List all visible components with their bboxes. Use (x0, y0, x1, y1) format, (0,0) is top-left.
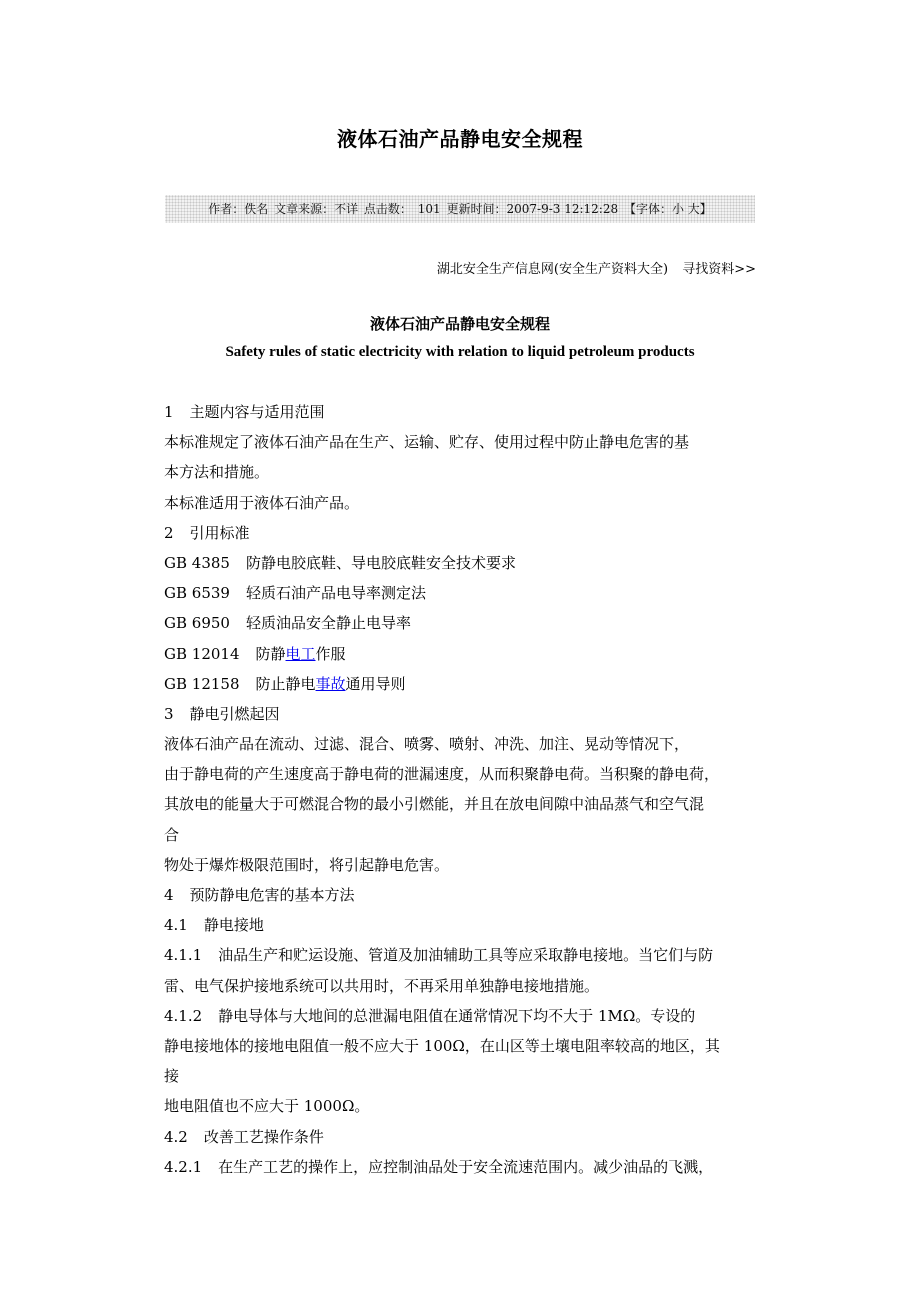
section-heading: 3 静电引燃起因 (164, 704, 280, 723)
document-title-en: Safety rules of static electricity with relation to liquid petroleum products (225, 344, 695, 360)
meta-clicks-label: 点击数： (363, 202, 412, 216)
article-meta-bar (165, 195, 755, 223)
paragraph-line: 4.1.1 油品生产和贮运设施、管道及加油辅助工具等应采取静电接地。当它们与防 (164, 946, 714, 965)
font-size-toggle[interactable]: 【字体：小 大】 (623, 202, 712, 216)
document-body (164, 397, 764, 1182)
accident-link[interactable]: 事故 (315, 674, 346, 693)
paragraph-line: 地电阻值也不应大于 1000Ω。 (164, 1097, 370, 1116)
reference-item: GB 6539 轻质石油产品电导率测定法 (164, 584, 426, 603)
subsection-heading: 4.1 静电接地 (164, 916, 264, 935)
paragraph-line: 4.1.2 静电导体与大地间的总泄漏电阻值在通常情况下均不大于 1MΩ。专设的 (164, 1006, 696, 1025)
section-heading: 1 主题内容与适用范围 (164, 403, 325, 421)
reference-item: GB 12158 防止静电事故通用导则 (164, 674, 406, 693)
reference-item: GB 4385 防静电胶底鞋、导电胶底鞋安全技术要求 (164, 553, 516, 572)
paragraph-line: 本方法和措施。 (164, 463, 270, 482)
reference-item: GB 6950 轻质油品安全静止电导率 (164, 614, 411, 633)
source-site-link[interactable]: 湖北安全生产信息网(安全生产资料大全) (436, 262, 669, 277)
paragraph-line: 接 (164, 1067, 180, 1086)
paragraph-line: 4.2.1 在生产工艺的操作上，应控制油品处于安全流速范围内。减少油品的飞溅， (164, 1157, 714, 1176)
paragraph-line: 由于静电荷的产生速度高于静电荷的泄漏速度，从而积聚静电荷。当积聚的静电荷， (164, 765, 720, 784)
section-heading: 4 预防静电危害的基本方法 (164, 886, 355, 904)
source-line (427, 258, 756, 277)
paragraph-line: 其放电的能量大于可燃混合物的最小引燃能，并且在放电间隙中油品蒸气和空气混 (164, 795, 705, 814)
meta-author: 作者：佚名 (208, 202, 269, 216)
reference-item: GB 12014 防静电工作服 (164, 644, 346, 663)
meta-source: 文章来源：不详 (274, 202, 359, 216)
section-heading: 2 引用标准 (164, 523, 250, 542)
paragraph-line: 雷、电气保护接地系统可以共用时，不再采用单独静电接地措施。 (164, 976, 600, 995)
meta-updated: 更新时间：2007-9-3 12:12:28 (446, 202, 619, 216)
subsection-heading: 4.2 改善工艺操作条件 (164, 1127, 324, 1146)
meta-clicks-count: 101 (417, 202, 441, 216)
paragraph-line: 静电接地体的接地电阻值一般不应大于 100Ω，在山区等土壤电阻率较高的地区，其 (164, 1036, 720, 1055)
document-title-cn: 液体石油产品静电安全规程 (369, 315, 550, 333)
paragraph-line: 本标准规定了液体石油产品在生产、运输、贮存、使用过程中防止静电危害的基 (164, 433, 690, 452)
paragraph-line: 液体石油产品在流动、过滤、混合、喷雾、喷射、冲洗、加注、晃动等情况下， (164, 735, 690, 754)
find-resources-link[interactable]: 寻找资料>> (682, 262, 756, 277)
page-title: 液体石油产品静电安全规程 (337, 127, 583, 151)
paragraph-line: 本标准适用于液体石油产品。 (164, 493, 360, 512)
paragraph-line: 物处于爆炸极限范围时，将引起静电危害。 (164, 855, 450, 874)
electrician-link[interactable]: 电工 (285, 644, 316, 663)
paragraph-line: 合 (164, 825, 180, 844)
